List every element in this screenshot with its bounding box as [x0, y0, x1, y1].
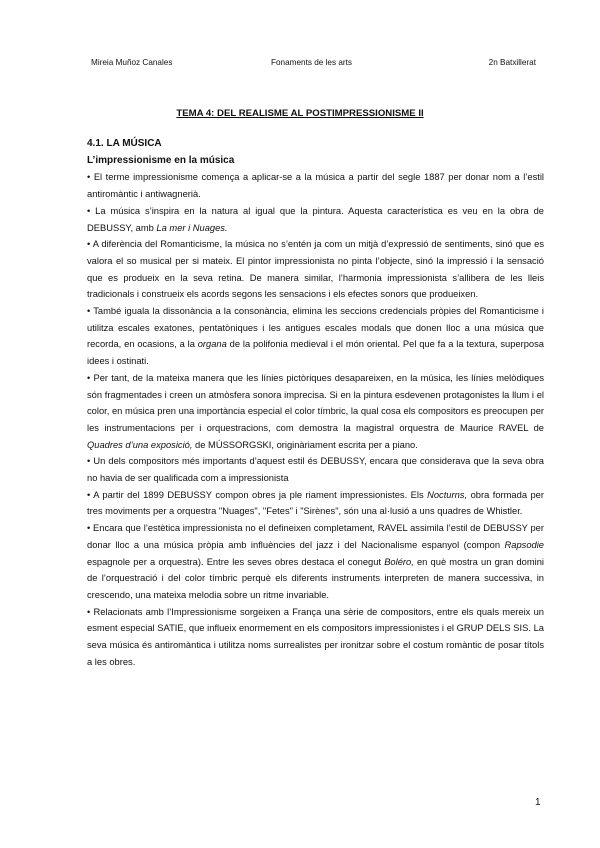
- paragraph-8-italic-a: Rapsodie: [504, 539, 544, 550]
- paragraph-8: [87, 520, 544, 604]
- paragraph-2-text: • La música s’inspira en la natura al igual que la pintura. Aquesta característica es veu en la obra de DEBUSSY, amb: [87, 205, 544, 233]
- paragraph-8-text-b: espagnole per a orquestra). Entre les seves obres destaca el conegut: [87, 556, 385, 567]
- header-subject: Fonaments de les arts: [271, 58, 353, 67]
- paragraph-8-text-a: • Encara que l’estètica impressionista no el defineixen completament, RAVEL assimila l’estil de DEBUSSY per donar lloc a una música pròpia amb influències del jazz i del Nacionalisme espanyol (compon: [87, 523, 544, 550]
- document-body: [87, 136, 544, 671]
- paragraph-4-italic: organa: [197, 339, 227, 350]
- paragraph-3: • A diferència del Romanticisme, la música no s’entén ja com un mitjà d’expressió de sentiments, sinó que es valora el so musical per si mateix. El pintor impressionista no pinta l’objecte, sinó la impressió i la sensació que es produeix en la seva retina. De manera similar, l’harmonia impressionista s’allibera de les lleis tradicionals i construeix els acords segons les sensacions i els efectes sonors que produeixen.: [87, 239, 544, 300]
- paragraph-8-text-c: en què mostra un gran domini de l’orquestració i del color tímbric perquè els diferents instruments interpreten de manera successiva, in crescendo, una mateixa melodia sobre un ritme invariable.: [87, 556, 544, 600]
- paragraph-2: [87, 203, 544, 236]
- paragraph-7-italic: Nocturns,: [427, 489, 468, 500]
- paragraph-4-text-b: de la polifonia medieval i el món oriental. Pel que fa a la textura, superposa idees i ostinati.: [87, 339, 544, 367]
- paragraph-7: [87, 487, 544, 520]
- header-course: 2n Batxillerat: [488, 58, 536, 67]
- page-number: 1: [535, 797, 541, 808]
- paragraph-5-text-b: de MÚSSORGSKI, originàriament escrita per a piano.: [192, 439, 418, 450]
- paragraph-5: [87, 370, 544, 454]
- paragraph-1: • El terme impressionisme comença a aplicar-se a la música a partir del segle 1887 per donar nom a l’estil antiromàntic i antiwagnerià.: [87, 172, 544, 200]
- paragraph-7-text-a: • A partir del 1899 DEBUSSY compon obres ja ple riament impressionistes. Els: [87, 489, 428, 500]
- paragraph-8-italic-b: Boléro,: [384, 556, 414, 567]
- paragraph-4: [87, 303, 544, 370]
- paragraph-2-italic: La mer i Nuages.: [156, 222, 228, 233]
- page-header: [91, 58, 536, 70]
- document-title: TEMA 4: DEL REALISME AL POSTIMPRESSIONISME II: [176, 108, 424, 119]
- paragraph-9: • Relacionats amb l’Impressionisme sorgeixen a França una sèrie de compositors, entre els quals mereix un esment especial SATIE, que influeix enormement en els compositors impressionistes i el GRUP DELS SIS. La seva música és antiromàntica i utilitza noms surrealistes per ironitzar sobre el costum romàntic de posar títols a les obres.: [87, 606, 544, 667]
- paragraph-5-text-a: • Per tant, de la mateixa manera que les línies pictòriques desapareixen, en la música, les línies melòdiques són fragmentades i creen un atmòsfera sonora imprecisa. Si en la pintura esdevenen protagonistes la llum i el color, en música pren una importància especial el color tímbric, la qual cosa els compositors es preocupen per les instrumentacions per i orquestracions, com demostra la magistral orquestra de Maurice RAVEL de: [87, 372, 544, 433]
- paragraph-6: • Un dels compositors més importants d’aquest estil és DEBUSSY, encara que considerava que la seva obra no havia de ser qualificada com a impressionista: [87, 456, 544, 484]
- paragraph-4-text-a: • També iguala la dissonància a la consonància, elimina les seccions credencials pròpies del Romanticisme i utilitza escales exatones, pentatòniques i les antigues escales modals que donen lloc a una música que recorda, en ocasions, a la: [87, 306, 544, 350]
- paragraph-5-italic: Quadres d’una exposició,: [87, 439, 193, 450]
- header-author: Mireia Muñoz Canales: [91, 58, 173, 67]
- subsection-heading: L’impressionisme en la música: [87, 154, 235, 166]
- paragraph-7-text-b: obra formada per tres moviments per a orquestra "Nuages", "Fetes" i "Sirènes", són una al·lusió a uns quadres de Whistler.: [87, 489, 544, 517]
- section-heading: 4.1. LA MÚSICA: [87, 138, 162, 149]
